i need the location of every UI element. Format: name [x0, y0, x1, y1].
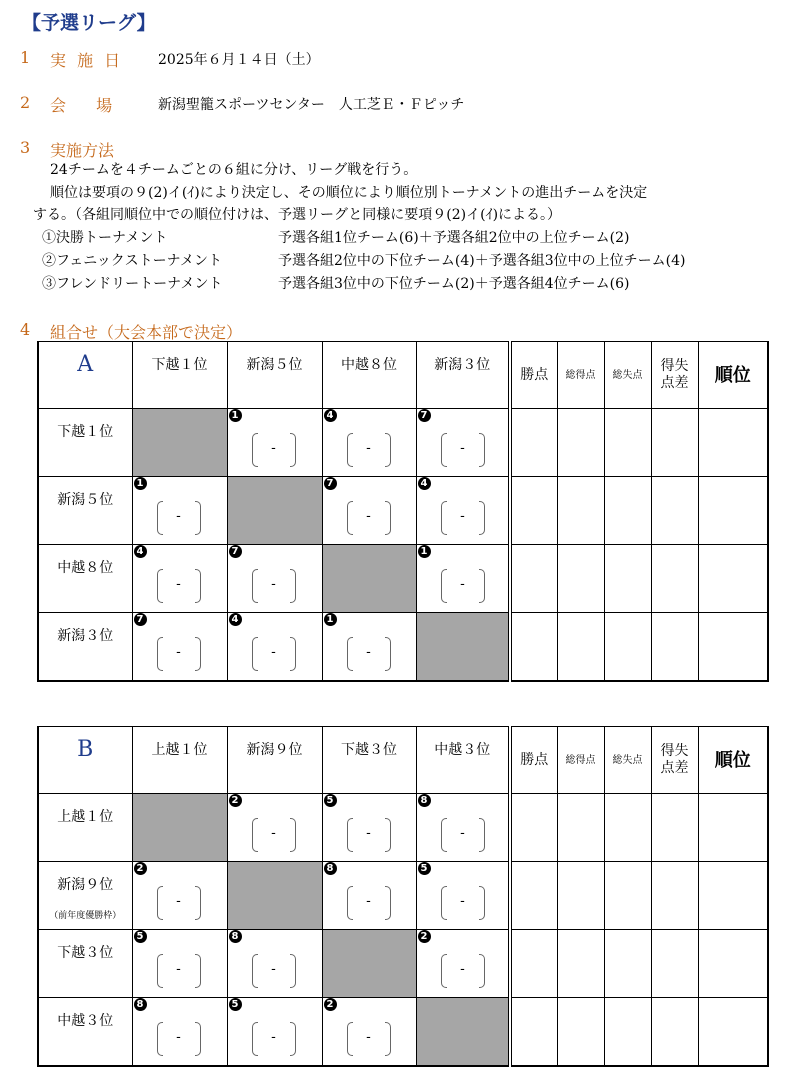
right-bracket [479, 818, 485, 852]
team-row [38, 794, 768, 862]
group-name-cell [38, 727, 132, 794]
score-dash: - [460, 894, 465, 909]
stat-header-label: 順位 [714, 364, 751, 386]
team-row [38, 930, 768, 998]
row-team-name: 中越３位 [57, 1013, 114, 1029]
match-cell[interactable] [322, 862, 416, 930]
stat-entry-cell[interactable] [698, 613, 768, 682]
stat-entry-cell[interactable] [698, 998, 768, 1067]
match-number-badge: 5 [418, 862, 431, 875]
match-number-badge: 7 [418, 409, 431, 422]
self-match-cell [227, 862, 322, 930]
score-box[interactable] [347, 501, 391, 535]
stat-entry-cell[interactable] [604, 862, 651, 930]
row-team-header [38, 409, 132, 477]
match-number-badge: 4 [324, 409, 337, 422]
stat-entry-cell[interactable] [604, 545, 651, 613]
stat-header-cell [651, 727, 698, 794]
match-number-badge: 1 [134, 477, 147, 490]
right-bracket [195, 1022, 201, 1056]
match-cell[interactable] [416, 545, 510, 613]
match-number-badge: 5 [134, 930, 147, 943]
score-dash: - [176, 1030, 181, 1045]
score-box[interactable] [441, 433, 485, 467]
section-2-label: 会 場 [50, 96, 116, 115]
match-cell[interactable] [132, 998, 227, 1067]
stat-entry-cell[interactable] [510, 930, 557, 998]
match-cell[interactable] [227, 794, 322, 862]
match-cell[interactable] [416, 930, 510, 998]
team-row [38, 862, 768, 930]
right-bracket [479, 433, 485, 467]
right-bracket [385, 818, 391, 852]
stat-entry-cell[interactable] [557, 794, 604, 862]
score-box[interactable] [157, 501, 201, 535]
score-box[interactable] [347, 1022, 391, 1056]
row-team-header [38, 930, 132, 998]
right-bracket [385, 886, 391, 920]
stat-entry-cell[interactable] [604, 930, 651, 998]
row-team-header [38, 545, 132, 613]
row-team-name: 新潟５位 [57, 492, 114, 508]
team-row [38, 998, 768, 1067]
match-cell[interactable] [322, 613, 416, 682]
stat-header-label: 総得点 [565, 754, 596, 766]
right-bracket [195, 954, 201, 988]
score-box[interactable] [347, 433, 391, 467]
score-dash: - [176, 962, 181, 977]
group-name: A [77, 352, 94, 377]
score-dash: - [176, 645, 181, 660]
method-line-3: する。（各組同順位中での順位付けは、予選リーグと同様に要項９(2)イ(ｲ)による。） [33, 207, 562, 223]
stat-entry-cell[interactable] [651, 862, 698, 930]
stat-header-cell [604, 727, 651, 794]
stat-header-label: 総得点 [565, 369, 596, 381]
stat-header-cell [651, 342, 698, 409]
stat-header-label: 総失点 [612, 369, 643, 381]
score-box[interactable] [157, 954, 201, 988]
column-team-header [227, 342, 322, 409]
score-dash: - [366, 509, 371, 524]
section-3-number: 3 [20, 138, 31, 157]
right-bracket [290, 1022, 296, 1056]
right-bracket [290, 818, 296, 852]
stat-entry-cell[interactable] [510, 409, 557, 477]
score-dash: - [460, 509, 465, 524]
match-number-badge: 7 [134, 613, 147, 626]
column-team-name: 中越３位 [434, 742, 491, 758]
row-team-note: （前年度優勝枠） [49, 911, 122, 921]
team-row [38, 545, 768, 613]
event-date: 2025年６月１４日（土） [158, 52, 320, 68]
score-dash: - [271, 645, 276, 660]
match-number-badge: 1 [324, 613, 337, 626]
match-cell[interactable] [132, 613, 227, 682]
match-cell[interactable] [227, 545, 322, 613]
row-team-name: 上越１位 [57, 809, 114, 825]
stat-entry-cell[interactable] [651, 998, 698, 1067]
score-box[interactable] [347, 818, 391, 852]
row-team-name: 下越３位 [57, 945, 114, 961]
right-bracket [195, 569, 201, 603]
column-team-header [416, 727, 510, 794]
score-box[interactable] [157, 569, 201, 603]
score-dash: - [366, 826, 371, 841]
right-bracket [290, 954, 296, 988]
column-team-name: 新潟５位 [246, 357, 303, 373]
right-bracket [479, 886, 485, 920]
score-dash: - [176, 509, 181, 524]
section-2-number: 2 [20, 93, 31, 112]
match-cell[interactable] [227, 998, 322, 1067]
match-number-badge: 2 [229, 794, 242, 807]
section-1-number: 1 [20, 48, 31, 67]
score-box[interactable] [252, 569, 296, 603]
match-number-badge: 4 [229, 613, 242, 626]
right-bracket [479, 954, 485, 988]
column-team-name: 下越１位 [151, 357, 208, 373]
right-bracket [195, 886, 201, 920]
score-dash: - [460, 441, 465, 456]
score-dash: - [366, 1030, 371, 1045]
tournament-1-detail: 予選各組1位チーム(6)＋予選各組2位中の上位チーム(2) [278, 230, 630, 246]
team-row [38, 409, 768, 477]
row-team-name: 新潟３位 [57, 628, 114, 644]
column-team-name: 新潟９位 [246, 742, 303, 758]
stat-header-cell [510, 727, 557, 794]
stat-entry-cell[interactable] [651, 409, 698, 477]
stat-entry-cell[interactable] [510, 862, 557, 930]
group-name: B [77, 737, 94, 762]
score-dash: - [176, 577, 181, 592]
stat-entry-cell[interactable] [510, 613, 557, 682]
score-box[interactable] [252, 433, 296, 467]
score-box[interactable] [252, 818, 296, 852]
right-bracket [195, 637, 201, 671]
match-cell[interactable] [132, 930, 227, 998]
right-bracket [385, 637, 391, 671]
score-dash: - [176, 894, 181, 909]
stat-header-cell [510, 342, 557, 409]
match-cell[interactable] [227, 613, 322, 682]
stat-header-label: 順位 [714, 749, 751, 771]
match-cell[interactable] [227, 930, 322, 998]
match-number-badge: 4 [418, 477, 431, 490]
score-box[interactable] [252, 637, 296, 671]
tournament-3-name: ③フレンドリートーナメント [42, 276, 223, 292]
match-cell[interactable] [227, 409, 322, 477]
stat-header-label: 得失 点差 [660, 358, 689, 391]
section-3-label: 実施方法 [50, 141, 115, 160]
right-bracket [479, 501, 485, 535]
stat-entry-cell[interactable] [557, 930, 604, 998]
row-team-header [38, 477, 132, 545]
stat-header-cell [698, 342, 768, 409]
stat-entry-cell[interactable] [698, 930, 768, 998]
score-dash: - [271, 577, 276, 592]
stat-entry-cell[interactable] [557, 545, 604, 613]
stat-entry-cell[interactable] [651, 930, 698, 998]
column-team-name: 下越３位 [341, 742, 397, 758]
score-dash: - [366, 441, 371, 456]
right-bracket [385, 1022, 391, 1056]
stat-entry-cell[interactable] [604, 409, 651, 477]
match-number-badge: 2 [418, 930, 431, 943]
self-match-cell [227, 477, 322, 545]
stat-entry-cell[interactable] [510, 477, 557, 545]
stat-header-cell [604, 342, 651, 409]
stat-entry-cell[interactable] [510, 794, 557, 862]
column-team-header [322, 727, 416, 794]
row-team-name: 新潟９位 [57, 877, 114, 893]
match-number-badge: 2 [134, 862, 147, 875]
column-team-name: 上越１位 [151, 742, 208, 758]
right-bracket [290, 433, 296, 467]
match-cell[interactable] [416, 477, 510, 545]
stat-entry-cell[interactable] [651, 794, 698, 862]
self-match-cell [322, 930, 416, 998]
match-cell[interactable] [322, 794, 416, 862]
stat-entry-cell[interactable] [557, 613, 604, 682]
score-box[interactable] [252, 954, 296, 988]
tournament-3-detail: 予選各組3位中の下位チーム(2)＋予選各組4位チーム(6) [278, 276, 630, 292]
method-line-2: 順位は要項の９(2)イ(ｲ)により決定し、その順位により順位別トーナメントの進出チームを決定 [50, 185, 648, 201]
score-dash: - [460, 577, 465, 592]
match-number-badge: 1 [418, 545, 431, 558]
match-cell[interactable] [416, 862, 510, 930]
row-team-header [38, 613, 132, 682]
match-number-badge: 5 [324, 794, 337, 807]
stat-entry-cell[interactable] [604, 477, 651, 545]
match-cell[interactable] [132, 862, 227, 930]
match-number-badge: 8 [418, 794, 431, 807]
team-row [38, 613, 768, 682]
stat-entry-cell[interactable] [604, 794, 651, 862]
self-match-cell [132, 794, 227, 862]
score-box[interactable] [157, 637, 201, 671]
column-team-header [416, 342, 510, 409]
stat-entry-cell[interactable] [698, 545, 768, 613]
row-team-name: 下越１位 [57, 424, 114, 440]
stat-header-cell [557, 727, 604, 794]
stat-entry-cell[interactable] [651, 613, 698, 682]
right-bracket [290, 637, 296, 671]
stat-header-label: 勝点 [520, 751, 549, 768]
stat-entry-cell[interactable] [698, 409, 768, 477]
match-number-badge: 8 [324, 862, 337, 875]
stat-header-label: 総失点 [612, 754, 643, 766]
stat-entry-cell[interactable] [604, 613, 651, 682]
score-box[interactable] [441, 569, 485, 603]
column-team-header [322, 342, 416, 409]
match-number-badge: 8 [229, 930, 242, 943]
score-dash: - [366, 894, 371, 909]
match-cell[interactable] [322, 477, 416, 545]
right-bracket [385, 501, 391, 535]
right-bracket [479, 569, 485, 603]
match-number-badge: 1 [229, 409, 242, 422]
tournament-2-detail: 予選各組2位中の下位チーム(4)＋予選各組3位中の上位チーム(4) [278, 253, 686, 269]
row-team-header [38, 862, 132, 930]
right-bracket [290, 569, 296, 603]
match-number-badge: 5 [229, 998, 242, 1011]
match-number-badge: 2 [324, 998, 337, 1011]
stat-entry-cell[interactable] [698, 862, 768, 930]
team-row [38, 477, 768, 545]
stat-entry-cell[interactable] [557, 862, 604, 930]
match-cell[interactable] [322, 998, 416, 1067]
section-1-label: 実 施 日 [50, 51, 124, 70]
match-number-badge: 7 [229, 545, 242, 558]
venue: 新潟聖籠スポーツセンター 人工芝Ｅ・Ｆピッチ [158, 97, 465, 113]
stat-entry-cell[interactable] [698, 477, 768, 545]
row-team-header [38, 998, 132, 1067]
self-match-cell [416, 998, 510, 1067]
score-box[interactable] [441, 886, 485, 920]
stat-entry-cell[interactable] [604, 998, 651, 1067]
stat-entry-cell[interactable] [557, 477, 604, 545]
score-dash: - [460, 962, 465, 977]
score-dash: - [271, 962, 276, 977]
stat-header-label: 得失 点差 [660, 743, 689, 776]
group-table-b [37, 726, 769, 1067]
score-dash: - [271, 826, 276, 841]
match-cell[interactable] [132, 545, 227, 613]
stat-entry-cell[interactable] [557, 998, 604, 1067]
section-4-label: 組合せ（大会本部で決定） [50, 323, 243, 342]
column-team-name: 中越８位 [341, 357, 397, 373]
stat-header-cell [698, 727, 768, 794]
score-box[interactable] [441, 501, 485, 535]
method-line-1: 24チームを４チームごとの６組に分け、リーグ戦を行う。 [50, 162, 418, 178]
stat-entry-cell[interactable] [510, 545, 557, 613]
match-number-badge: 4 [134, 545, 147, 558]
stat-entry-cell[interactable] [651, 545, 698, 613]
score-dash: - [366, 645, 371, 660]
row-team-name: 中越８位 [57, 560, 114, 576]
match-number-badge: 7 [324, 477, 337, 490]
right-bracket [385, 433, 391, 467]
group-name-cell [38, 342, 132, 409]
score-box[interactable] [157, 1022, 201, 1056]
column-team-header [132, 342, 227, 409]
match-cell[interactable] [322, 409, 416, 477]
column-team-name: 新潟３位 [434, 357, 491, 373]
column-team-header [227, 727, 322, 794]
stat-header-label: 勝点 [520, 366, 549, 383]
match-cell[interactable] [416, 409, 510, 477]
score-box[interactable] [157, 886, 201, 920]
self-match-cell [132, 409, 227, 477]
group-table-a [37, 341, 769, 682]
score-dash: - [271, 1030, 276, 1045]
score-box[interactable] [252, 1022, 296, 1056]
stat-header-cell [557, 342, 604, 409]
page-title: 【予選リーグ】 [22, 12, 156, 34]
stat-entry-cell[interactable] [651, 477, 698, 545]
score-dash: - [271, 441, 276, 456]
match-cell[interactable] [416, 794, 510, 862]
match-number-badge: 8 [134, 998, 147, 1011]
score-box[interactable] [441, 818, 485, 852]
score-box[interactable] [441, 954, 485, 988]
stat-entry-cell[interactable] [698, 794, 768, 862]
match-cell[interactable] [132, 477, 227, 545]
tournament-1-name: ①決勝トーナメント [42, 230, 168, 246]
column-team-header [132, 727, 227, 794]
stat-entry-cell[interactable] [510, 998, 557, 1067]
score-box[interactable] [347, 886, 391, 920]
right-bracket [195, 501, 201, 535]
score-dash: - [460, 826, 465, 841]
self-match-cell [416, 613, 510, 682]
row-team-header [38, 794, 132, 862]
self-match-cell [322, 545, 416, 613]
score-box[interactable] [347, 637, 391, 671]
tournament-2-name: ②フェニックストーナメント [42, 253, 223, 269]
section-4-number: 4 [20, 320, 31, 339]
stat-entry-cell[interactable] [557, 409, 604, 477]
